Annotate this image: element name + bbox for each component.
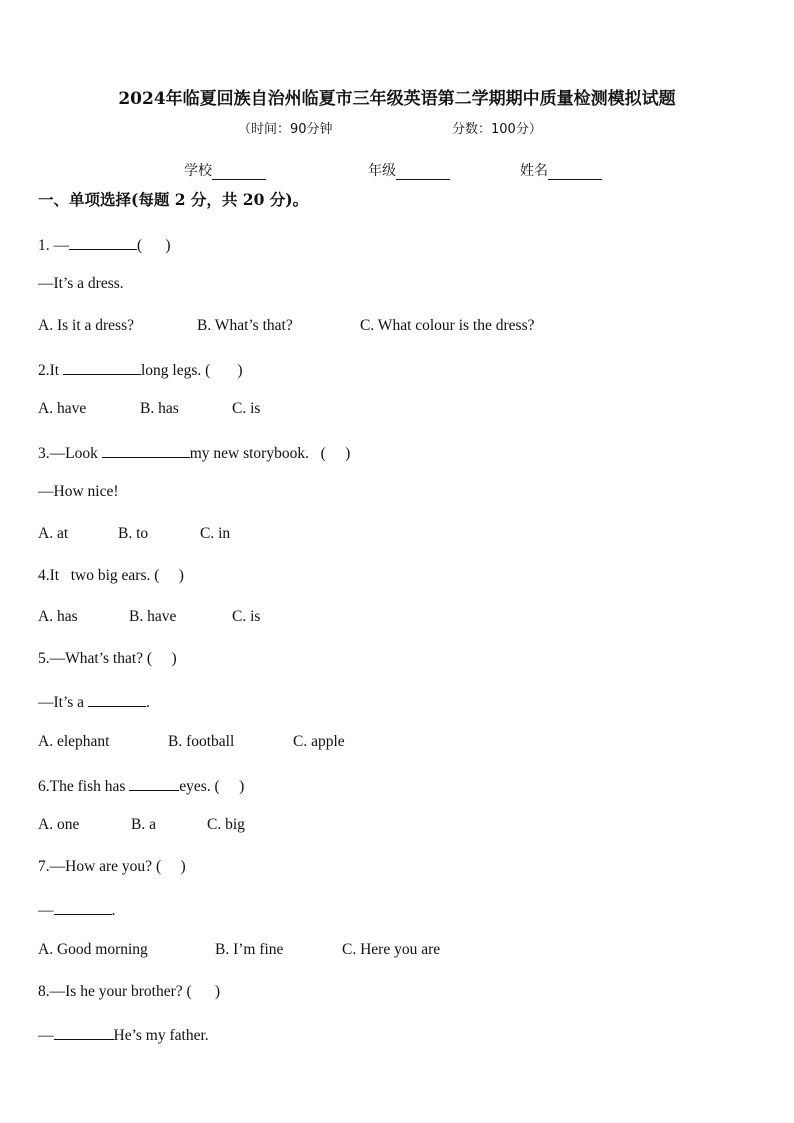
question-4-stem: 4.It two big ears. ( ) [38, 567, 184, 584]
question-3-options [38, 524, 230, 544]
question-1-option-c[interactable]: C. What colour is the dress? [360, 317, 535, 334]
question-4-option-b[interactable]: B. have [129, 608, 177, 625]
question-5-stem: 5.—What’s that? ( ) [38, 650, 177, 667]
question-5-option-c[interactable]: C. apple [293, 733, 345, 750]
question-6-text: 6.The fish has [38, 778, 130, 795]
question-2-stem [38, 358, 243, 381]
grade-field [368, 160, 450, 180]
question-1-paren: ( ) [137, 237, 171, 254]
question-6-options [38, 815, 245, 835]
question-1-reply: —It’s a dress. [38, 275, 124, 292]
question-7-stem: 7.—How are you? ( ) [38, 858, 186, 875]
question-3-option-c[interactable]: C. in [200, 525, 231, 542]
school-label: 学校 [184, 163, 212, 179]
question-7-reply-text: — [38, 902, 54, 919]
question-1-blank[interactable] [69, 233, 137, 250]
question-1-stem [38, 233, 171, 256]
question-6-paren: eyes. ( ) [179, 778, 245, 795]
school-field [184, 160, 266, 180]
question-3-option-b[interactable]: B. to [118, 525, 149, 542]
question-2-text: 2.It [38, 362, 63, 379]
name-label: 姓名 [520, 163, 548, 179]
question-6-blank[interactable] [129, 774, 179, 791]
school-blank[interactable] [212, 165, 266, 180]
name-blank[interactable] [548, 165, 602, 180]
question-8-stem: 8.—Is he your brother? ( ) [38, 983, 221, 1000]
question-2-options [38, 399, 260, 419]
name-field [520, 160, 602, 180]
exam-time: （时间：90分钟 [238, 122, 333, 137]
question-5-reply-end: . [145, 694, 150, 711]
question-5-blank[interactable] [88, 690, 146, 707]
section-title: 一、单项选择(每题 2 分，共 20 分)。 [38, 190, 309, 209]
question-8-reply [38, 1023, 209, 1046]
question-2-option-c[interactable]: C. is [232, 400, 261, 417]
question-5-reply [38, 690, 150, 713]
question-7-option-a[interactable]: A. Good morning [38, 941, 148, 958]
grade-blank[interactable] [396, 165, 450, 180]
question-7-option-b[interactable]: B. I’m fine [215, 941, 284, 958]
question-7-blank[interactable] [54, 898, 112, 915]
question-5-options [38, 732, 345, 752]
question-3-option-a[interactable]: A. at [38, 525, 69, 542]
question-1-option-b[interactable]: B. What’s that? [197, 317, 293, 334]
question-1-option-a[interactable]: A. Is it a dress? [38, 317, 134, 334]
question-2-paren: long legs. ( ) [140, 362, 243, 379]
question-5-reply-text: —It’s a [38, 694, 88, 711]
question-2-option-a[interactable]: A. have [38, 400, 87, 417]
exam-score: 分数：100分） [452, 122, 542, 137]
question-3-stem [38, 441, 350, 464]
question-2-option-b[interactable]: B. has [140, 400, 179, 417]
question-3-blank[interactable] [102, 441, 190, 458]
question-1-options [38, 316, 534, 336]
question-6-option-a[interactable]: A. one [38, 816, 80, 833]
question-6-option-b[interactable]: B. a [131, 816, 156, 833]
question-7-options [38, 940, 440, 960]
question-8-reply-end: He’s my father. [113, 1027, 209, 1044]
question-4-option-a[interactable]: A. has [38, 608, 78, 625]
question-8-reply-text: — [38, 1027, 54, 1044]
question-3-text: 3.—Look [38, 445, 102, 462]
question-7-option-c[interactable]: C. Here you are [342, 941, 441, 958]
exam-title: 2024年临夏回族自治州临夏市三年级英语第二学期期中质量检测模拟试题 [118, 89, 676, 109]
question-3-reply: —How nice! [38, 483, 119, 500]
question-7-reply [38, 898, 115, 921]
question-3-paren: my new storybook. ( ) [189, 445, 351, 462]
question-2-blank[interactable] [63, 358, 141, 375]
grade-label: 年级 [368, 163, 396, 179]
question-1-text: 1. — [38, 237, 69, 254]
question-7-reply-end: . [111, 902, 116, 919]
question-6-option-c[interactable]: C. big [207, 816, 245, 833]
question-5-option-a[interactable]: A. elephant [38, 733, 110, 750]
question-8-blank[interactable] [54, 1023, 114, 1040]
question-4-option-c[interactable]: C. is [232, 608, 261, 625]
question-5-option-b[interactable]: B. football [168, 733, 235, 750]
question-4-options [38, 607, 260, 627]
question-6-stem [38, 774, 244, 797]
